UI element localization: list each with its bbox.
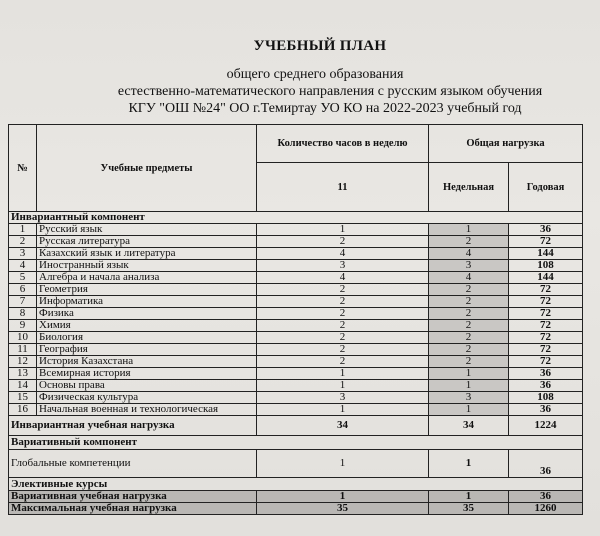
subject-name: Начальная военная и технологическая [37,404,257,416]
subject-weekly: 2 [429,308,509,320]
subject-row [9,380,583,392]
max-load-row [9,503,583,515]
subject-hours: 2 [257,284,429,296]
variative-label: Вариативная учебная нагрузка [9,491,257,503]
subject-number: 1 [9,224,37,236]
variative-hours: 1 [257,491,429,503]
subject-row [9,260,583,272]
total-yearly: 1224 [509,416,583,436]
subject-name: Информатика [37,296,257,308]
section-title: Инвариантный компонент [9,212,583,224]
max-label: Максимальная учебная нагрузка [9,503,257,515]
subject-number: 13 [9,368,37,380]
subject-weekly: 2 [429,320,509,332]
header-row-1 [9,125,583,163]
subject-hours: 2 [257,320,429,332]
subject-row [9,392,583,404]
subject-row [9,344,583,356]
subject-weekly: 3 [429,260,509,272]
subject-hours: 2 [257,344,429,356]
subject-name: Алгебра и начала анализа [37,272,257,284]
subject-name: Физика [37,308,257,320]
col-subjects-header: Учебные предметы [37,125,257,212]
col-total-header: Общая нагрузка [429,125,583,163]
subject-weekly: 1 [429,368,509,380]
subject-number: 5 [9,272,37,284]
subject-weekly: 1 [429,380,509,392]
subject-yearly: 36 [509,404,583,416]
subject-row [9,224,583,236]
total-label: Инвариантная учебная нагрузка [9,416,257,436]
subject-yearly: 72 [509,356,583,368]
subject-weekly: 4 [429,248,509,260]
subject-yearly: 144 [509,272,583,284]
subject-rows [9,224,583,416]
subject-number: 2 [9,236,37,248]
subject-yearly: 72 [509,332,583,344]
variative-yearly: 36 [509,491,583,503]
total-hours: 34 [257,416,429,436]
subject-hours: 4 [257,272,429,284]
subject-hours: 1 [257,380,429,392]
subject-name: Русский язык [37,224,257,236]
subject-weekly: 2 [429,296,509,308]
subject-row [9,404,583,416]
subject-hours: 1 [257,404,429,416]
subject-number: 16 [9,404,37,416]
max-yearly: 1260 [509,503,583,515]
subject-number: 4 [9,260,37,272]
subject-name: Геометрия [37,284,257,296]
subject-name: Основы права [37,380,257,392]
subject-yearly: 72 [509,236,583,248]
subject-row [9,332,583,344]
subject-weekly: 3 [429,392,509,404]
header [0,38,600,117]
subject-row [9,320,583,332]
global-yearly: 36 [509,450,583,478]
subject-weekly: 2 [429,284,509,296]
max-weekly: 35 [429,503,509,515]
subject-row [9,284,583,296]
subject-row [9,272,583,284]
subject-name: Всемирная история [37,368,257,380]
subject-weekly: 2 [429,356,509,368]
subject-number: 9 [9,320,37,332]
subject-number: 3 [9,248,37,260]
subject-weekly: 2 [429,236,509,248]
subject-number: 8 [9,308,37,320]
subject-number: 6 [9,284,37,296]
weekly-header: Недельная [429,163,509,212]
grade-header: 11 [257,163,429,212]
subject-hours: 2 [257,236,429,248]
subject-yearly: 72 [509,284,583,296]
subject-hours: 2 [257,332,429,344]
subject-yearly: 72 [509,320,583,332]
subject-yearly: 108 [509,392,583,404]
subject-name: Казахский язык и литература [37,248,257,260]
subject-number: 7 [9,296,37,308]
subject-hours: 3 [257,392,429,404]
subject-hours: 2 [257,356,429,368]
doc-subtitle-3: КГУ "ОШ №24" ОО г.Темиртау УО КО на 2022-2023 учебный год [128,101,522,116]
doc-title: УЧЕБНЫЙ ПЛАН [253,38,387,54]
max-hours: 35 [257,503,429,515]
subject-name: Биология [37,332,257,344]
subject-row [9,248,583,260]
subject-name: География [37,344,257,356]
curriculum-table [8,124,583,515]
subject-row [9,236,583,248]
global-label: Глобальные компетенции [9,450,257,478]
variative-load-row [9,491,583,503]
subject-row [9,308,583,320]
subject-yearly: 108 [509,260,583,272]
subject-yearly: 72 [509,344,583,356]
subject-number: 15 [9,392,37,404]
section-row [9,478,583,491]
subject-weekly: 2 [429,332,509,344]
section-row [9,212,583,224]
subject-name: Химия [37,320,257,332]
subject-number: 12 [9,356,37,368]
subject-number: 11 [9,344,37,356]
subject-weekly: 1 [429,224,509,236]
subject-yearly: 36 [509,380,583,392]
global-weekly: 1 [429,450,509,478]
subject-name: История Казахстана [37,356,257,368]
yearly-header: Годовая [509,163,583,212]
doc-subtitle-1: общего среднего образования [226,67,404,82]
subject-yearly: 144 [509,248,583,260]
subject-hours: 2 [257,308,429,320]
subject-name: Русская литература [37,236,257,248]
subject-number: 14 [9,380,37,392]
subject-yearly: 72 [509,308,583,320]
subject-row [9,296,583,308]
subject-hours: 2 [257,296,429,308]
col-num-header: № [9,125,37,212]
subject-weekly: 1 [429,404,509,416]
section-row [9,436,583,450]
subject-row [9,368,583,380]
subject-number: 10 [9,332,37,344]
subject-name: Иностранный язык [37,260,257,272]
section-title: Вариативный компонент [9,436,583,450]
subject-weekly: 2 [429,344,509,356]
col-hours-header: Количество часов в неделю [257,125,429,163]
subject-yearly: 36 [509,368,583,380]
section-title: Элективные курсы [9,478,583,491]
subject-weekly: 4 [429,272,509,284]
total-weekly: 34 [429,416,509,436]
subject-hours: 3 [257,260,429,272]
subject-hours: 1 [257,368,429,380]
variative-weekly: 1 [429,491,509,503]
subject-row [9,356,583,368]
subject-yearly: 36 [509,224,583,236]
global-hours: 1 [257,450,429,478]
invariant-load-row [9,416,583,436]
subject-name: Физическая культура [37,392,257,404]
subject-hours: 4 [257,248,429,260]
subject-yearly: 72 [509,296,583,308]
subject-hours: 1 [257,224,429,236]
doc-subtitle-2: естественно-математического направления с русским языком обучения [117,84,543,99]
global-competencies-row [9,450,583,478]
